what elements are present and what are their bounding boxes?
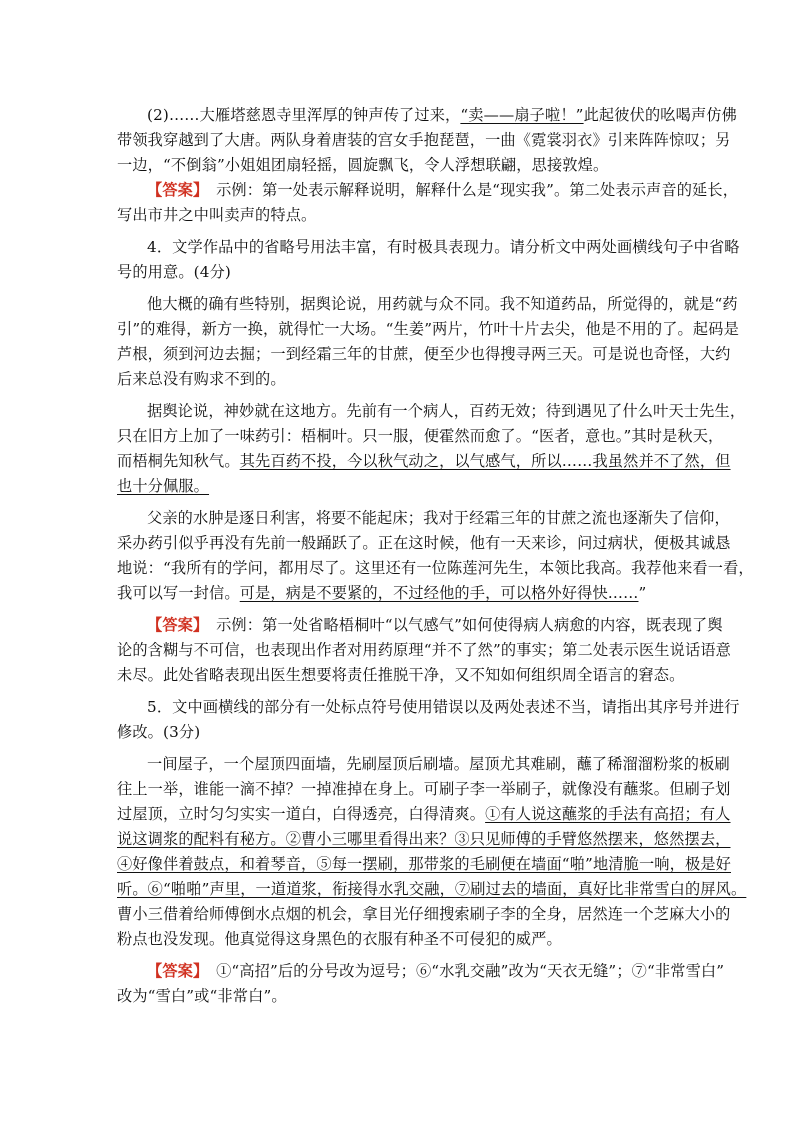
underlined-text: 可是，病是不要紧的，不过经他的手，可以格外好得快……: [239, 584, 639, 602]
underlined-text: 说这调浆的配料有秘方。②曹小三哪里看得出来？③只见师傅的手臂悠然摆来，悠然摆去，: [117, 830, 731, 848]
text-line: [117, 205, 316, 225]
line-text: 示例：第一处表示解释说明，解释什么是“现实我”。第二处表示声音的延长，: [200, 181, 739, 199]
text-line: [117, 533, 731, 553]
line-text: 写出市井之中叫卖声的特点。: [117, 206, 317, 224]
text-line: [117, 779, 731, 799]
underlined-text: “卖——扇子啦！”: [460, 106, 584, 124]
text-line: [117, 476, 209, 496]
text-line: [117, 426, 723, 446]
text-line: [147, 615, 723, 635]
text-line: [117, 904, 731, 924]
answer-label: 【答案】: [147, 181, 201, 199]
line-text: 只在旧方上加了一味药引：梧桐叶。只一服，便霍然而愈了。“医者，意也。”其时是秋天，: [117, 427, 724, 445]
text-line: [117, 155, 608, 175]
line-text: 带领我穿越到了大唐。两队身着唐装的宫女手抱琵琶，一曲《霓裳羽衣》引来阵阵惊叹；另: [117, 131, 731, 149]
text-line: [147, 961, 724, 981]
line-text: 示例：第一处省略梧桐叶“以气感气”如何使得病人病愈的内容，既表现了舆: [200, 616, 723, 634]
text-line: [117, 369, 286, 389]
text-line: [117, 929, 562, 949]
line-text: 曹小三借着给师傅倒水点烟的机会，拿目光仔细搜索刷子李的全身，居然连一个芝麻大小的: [117, 905, 731, 923]
line-text: 号的用意。(4分): [117, 263, 231, 281]
text-line: [117, 879, 746, 899]
text-line: [147, 294, 738, 314]
line-text: 此起彼伏的吆喝声仿佛: [583, 106, 737, 124]
underlined-text: 听。⑥“啪啪”声里，一道道浆，衔接得水乳交融，⑦刷过去的墙面，真好比非常雪白的屏风。: [117, 880, 747, 898]
line-text: 4．文学作品中的省略号用法丰富，有时极具表现力。请分析文中两处画横线句子中省略: [147, 238, 740, 256]
underlined-text: ④好像伴着鼓点，和着琴音，⑤每一摆刷，那带浆的毛刷便在墙面“啪”地清脆一响，极是好: [117, 855, 731, 873]
line-text: 父亲的水肿是逐日利害，将要不能起床；我对于经霜三年的甘蔗之流也逐渐失了信仰，: [147, 509, 730, 527]
text-line: [147, 697, 740, 717]
line-text: 一间屋子，一个屋顶四面墙，先刷屋顶后刷墙。屋顶尤其难刷，蘸了稀溜溜粉浆的板刷: [147, 755, 730, 773]
line-text: ①“高招”后的分号改为逗号；⑥“水乳交融”改为“天衣无缝”；⑦“非常雪白”: [200, 962, 725, 980]
underlined-text: ①有人说这蘸浆的手法有高招；有人: [485, 805, 731, 823]
line-text: 论的含糊与不可信，也表现出作者对用药原理“并不了然”的事实；第二处表示医生说话语意: [117, 641, 731, 659]
text-line: [117, 319, 739, 339]
line-text: 修改。(3分): [117, 723, 201, 741]
underlined-text: 也十分佩服。: [117, 477, 210, 495]
line-text: 引”的难得，新方一换，就得忙一大场。“生姜”两片，竹叶十片去尖，他是不用的了。起码是: [117, 320, 739, 338]
line-text: 后来总没有购求不到的。: [117, 370, 286, 388]
line-text: ”: [638, 584, 647, 602]
line-text: 一边，“不倒翁”小姐姐团扇轻摇，圆旋飘飞，令人浮想联翩，思接敦煌。: [117, 156, 609, 174]
text-line: [117, 558, 754, 578]
text-line: [147, 180, 738, 200]
line-text: 粉点也没发现。他真觉得这身黑色的衣服有种圣不可侵犯的威严。: [117, 930, 562, 948]
line-text: 采办药引似乎再没有先前一般踊跃了。正在这时候，他有一天来诊，问过病状，便极其诚恳: [117, 534, 731, 552]
text-line: [117, 854, 731, 874]
answer-label: 【答案】: [147, 616, 201, 634]
text-line: [117, 640, 731, 660]
line-text: 地说：“我所有的学问，都用尽了。这里还有一位陈莲河先生，本领比我高。我荐他来看一看，: [117, 559, 754, 577]
line-text: 未尽。此处省略表现出医生想要将责任推脱干净，又不知如何组织周全语言的窘态。: [117, 666, 685, 684]
text-line: [117, 722, 200, 742]
line-text: 改为“雪白”或“非常白”。: [117, 987, 287, 1005]
text-line: [147, 105, 737, 125]
text-line: [117, 665, 685, 685]
text-line: [117, 262, 231, 282]
line-text: 我可以写一封信。: [117, 584, 240, 602]
text-line: [117, 986, 287, 1006]
text-line: [117, 451, 731, 471]
line-text: 过屋顶，立时匀匀实实一道白，白得透亮，白得清爽。: [117, 805, 486, 823]
answer-label: 【答案】: [147, 962, 201, 980]
underlined-text: 其先百药不投，今以秋气动之，以气感气，所以……我虽然并不了然，但: [239, 452, 731, 470]
line-text: 而梧桐先知秋气。: [117, 452, 240, 470]
text-line: [147, 401, 745, 421]
text-line: [117, 804, 731, 824]
text-line: [117, 344, 731, 364]
line-text: 5．文中画横线的部分有一处标点符号使用错误以及两处表述不当，请指出其序号并进行: [147, 698, 740, 716]
text-line: [117, 583, 646, 603]
text-line: [117, 829, 731, 849]
text-line: [117, 130, 731, 150]
text-line: [147, 508, 730, 528]
line-text: 芦根，须到河边去掘；一到经霜三年的甘蔗，便至少也得搜寻两三天。可是说也奇怪，大约: [117, 345, 731, 363]
text-line: [147, 237, 740, 257]
line-text: 往上一举，谁能一滴不掉？一掉准掉在身上。可刷子李一举刷子，就像没有蘸浆。但刷子划: [117, 780, 731, 798]
line-text: 他大概的确有些特别，据舆论说，用药就与众不同。我不知道药品，所觉得的，就是“药: [147, 295, 738, 313]
line-text: 据舆论说，神妙就在这地方。先前有一个病人，百药无效；待到遇见了什么叶天士先生，: [147, 402, 746, 420]
text-line: [147, 754, 730, 774]
line-text: (2)……大雁塔慈恩寺里浑厚的钟声传了过来，: [147, 106, 461, 124]
